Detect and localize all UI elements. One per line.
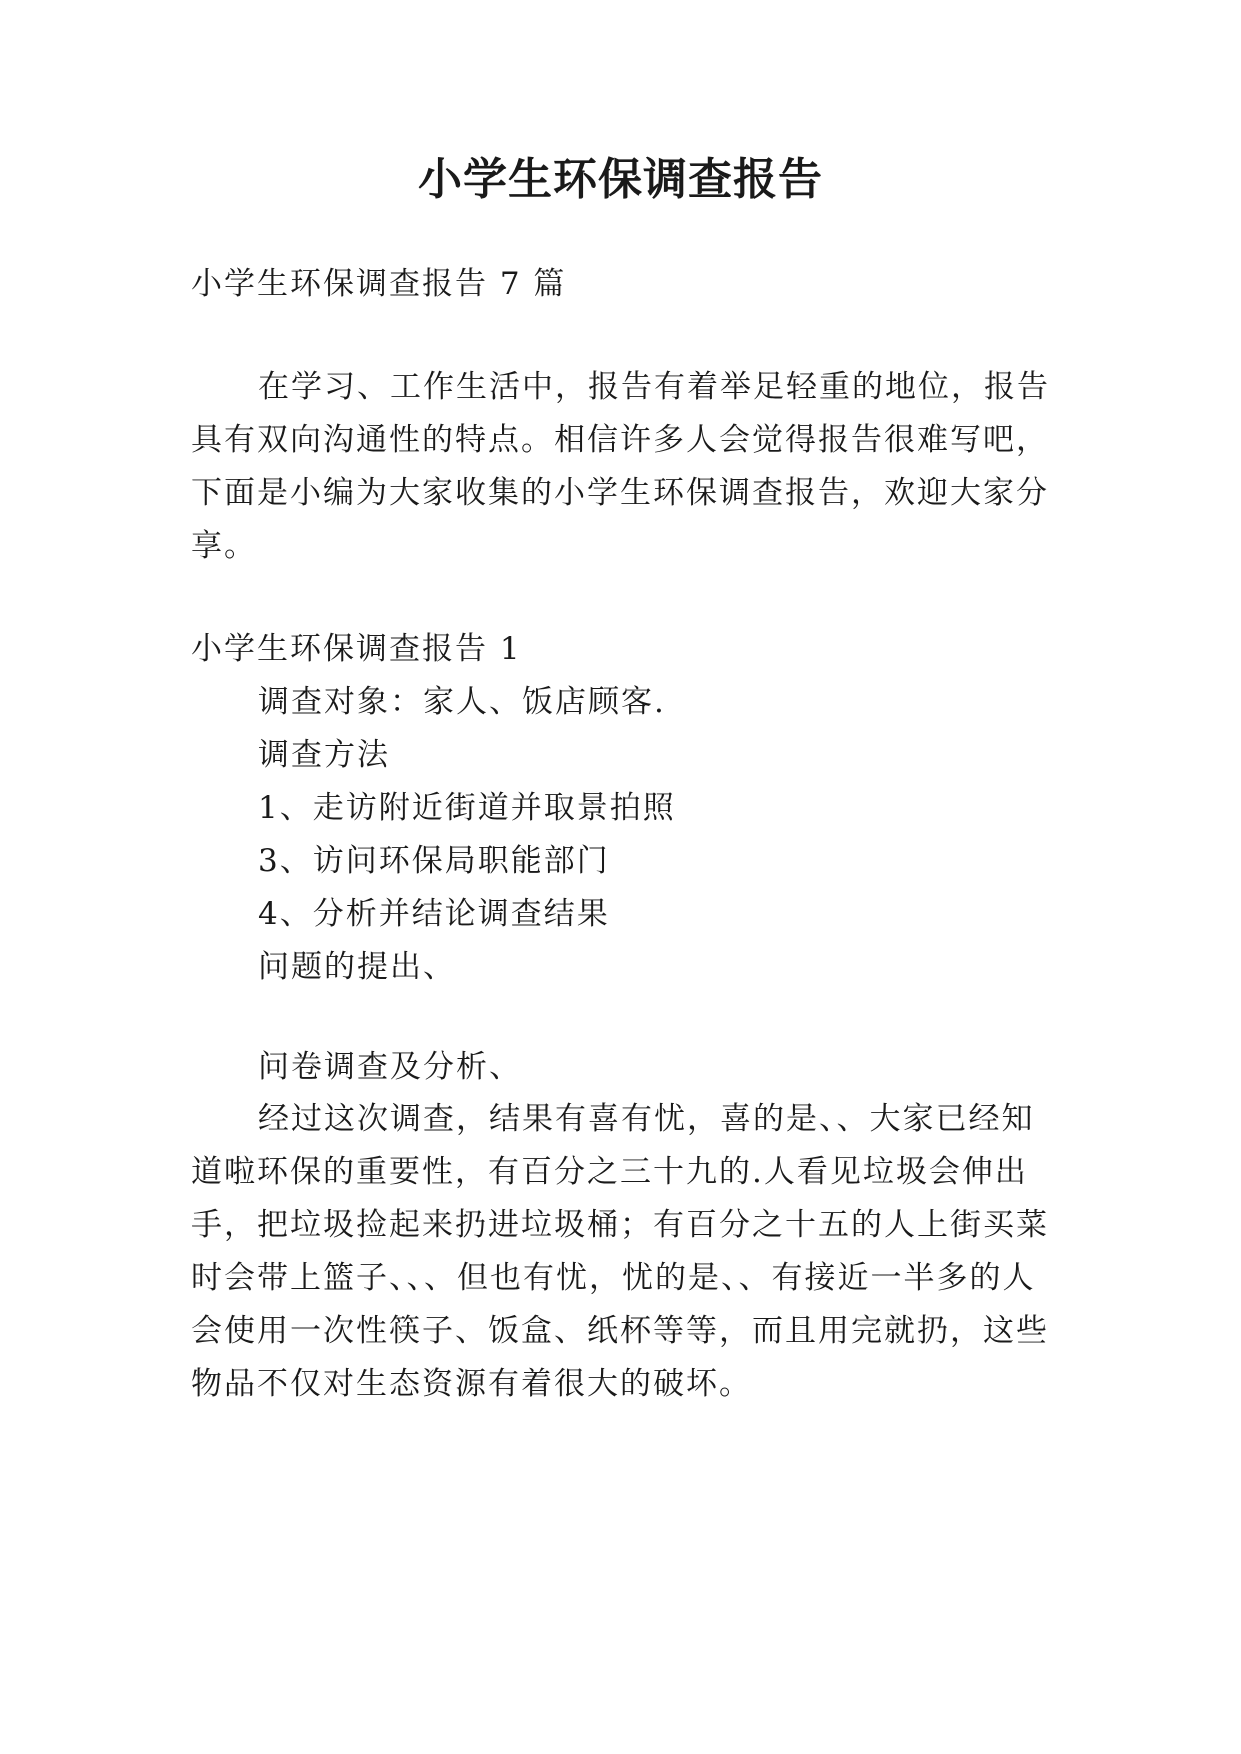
section-item: 4、分析并结论调查结果 <box>258 896 610 932</box>
section-heading: 小学生环保调查报告 1 <box>191 631 522 667</box>
intro-line: 下面是小编为大家收集的小学生环保调查报告，欢迎大家分 <box>191 475 1049 511</box>
section-item: 调查方法 <box>258 737 390 773</box>
analysis-line: 物品不仅对生态资源有着很大的破坏。 <box>191 1366 752 1402</box>
intro-line: 具有双向沟通性的特点。相信许多人会觉得报告很难写吧， <box>191 422 1049 458</box>
intro-line: 享。 <box>191 528 257 564</box>
analysis-line: 会使用一次性筷子、饭盒、纸杯等等，而且用完就扔，这些 <box>191 1313 1049 1349</box>
document-title: 小学生环保调查报告 <box>418 154 823 205</box>
analysis-line: 道啦环保的重要性，有百分之三十九的.人看见垃圾会伸出 <box>191 1154 1028 1190</box>
analysis-line: 手，把垃圾捡起来扔进垃圾桶；有百分之十五的人上街买菜 <box>191 1207 1049 1243</box>
intro-line: 在学习、工作生活中，报告有着举足轻重的地位，报告 <box>258 369 1050 405</box>
section-item: 1、走访附近街道并取景拍照 <box>258 790 676 826</box>
section-item: 3、访问环保局职能部门 <box>258 843 610 879</box>
document-subtitle: 小学生环保调查报告 7 篇 <box>191 266 567 302</box>
analysis-line: 经过这次调查，结果有喜有忧，喜的是、、大家已经知 <box>258 1101 1035 1137</box>
section-item: 调查对象：家人、饭店顾客. <box>258 684 666 720</box>
analysis-heading: 问卷调查及分析、 <box>258 1049 522 1085</box>
section-item: 问题的提出、 <box>258 949 456 985</box>
analysis-line: 时会带上篮子、、、但也有忧，忧的是、、有接近一半多的人 <box>191 1260 1036 1296</box>
